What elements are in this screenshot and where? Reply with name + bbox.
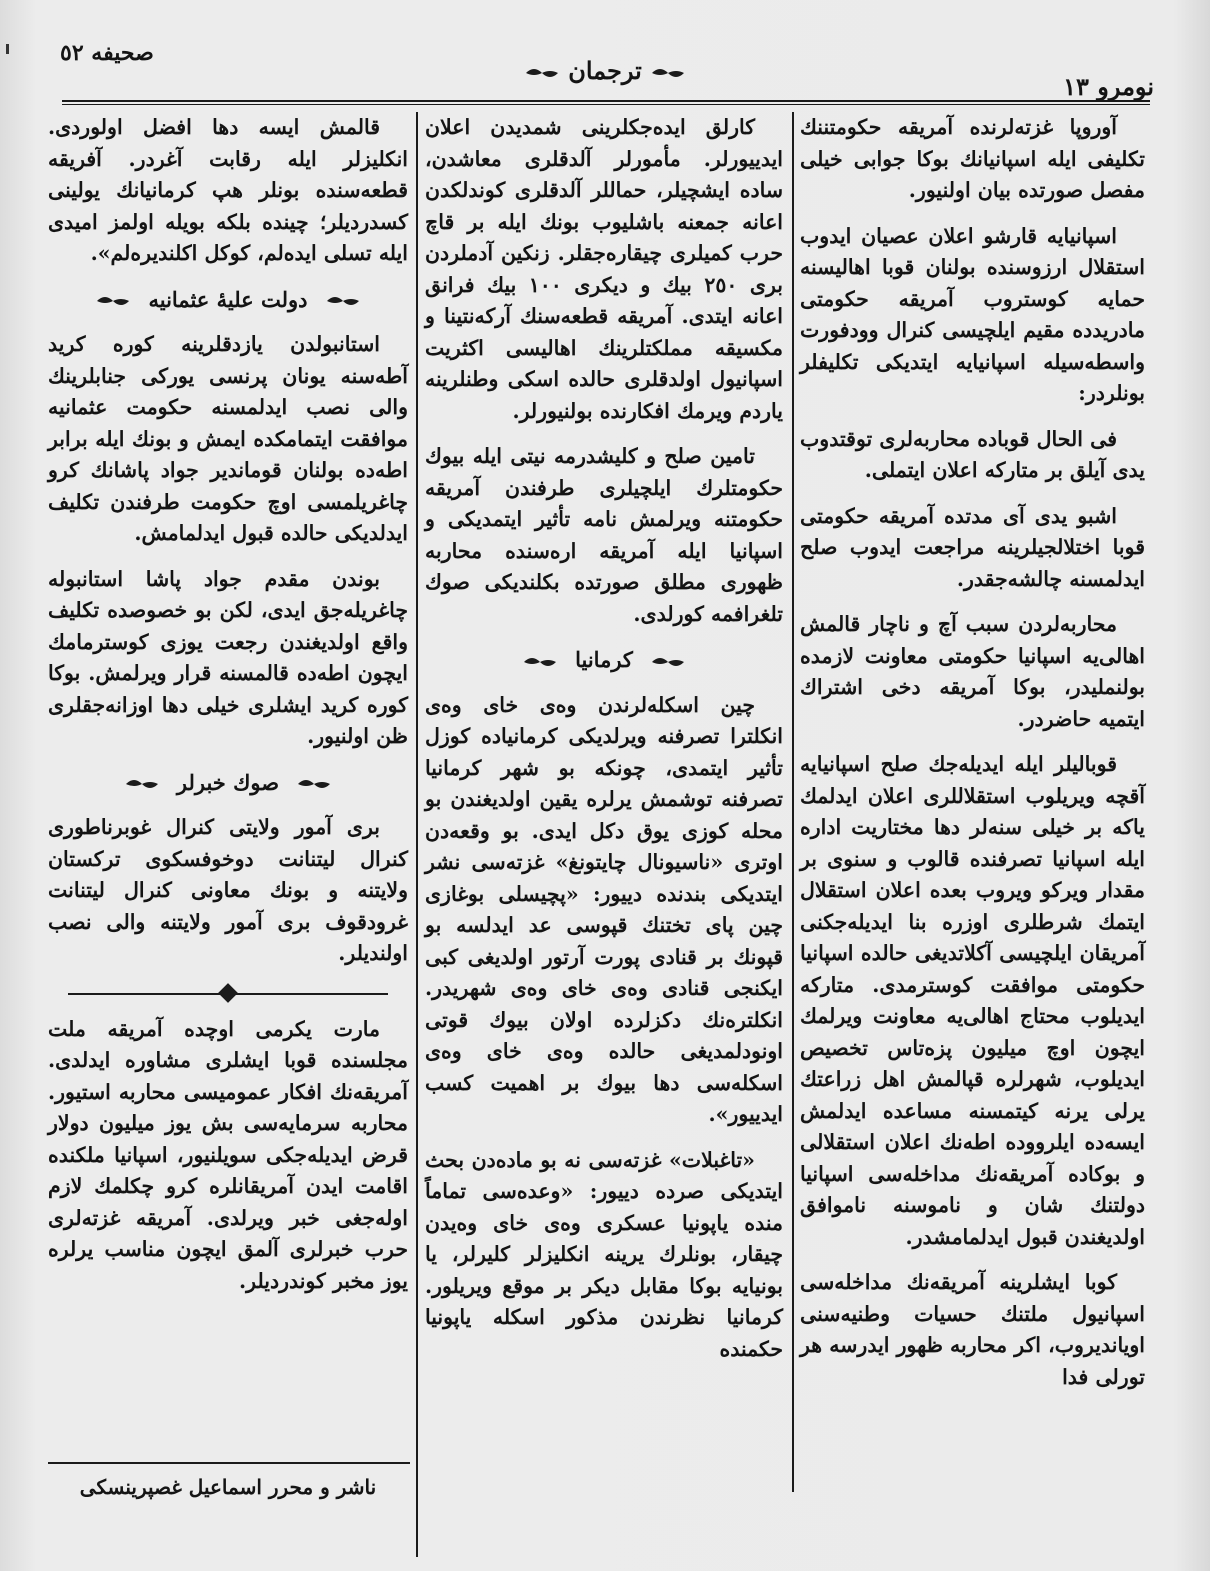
ornament-icon <box>124 775 160 793</box>
heading-text: دولت علیهٔ عثمانیه <box>148 286 308 312</box>
margin-mark <box>6 44 9 54</box>
left-ornament-icon <box>650 64 686 82</box>
heading-text: کرمانیا <box>575 647 633 672</box>
footer-rule <box>48 1462 410 1464</box>
paragraph: اسپانیایه قارشو اعلان عصیان ایدوب استقلال ارزوسنده بولنان قوبا اهالیسنه حمایه کوستروب آمریقه حکومتی مادریدده مقیم ایلچیسی کنرال وودفورت واسطه‌سیله اسپانیایه ایتدیکی تکلیفلر بونلردر: <box>800 223 1145 405</box>
page-number: صحیفه ٥٢ <box>60 40 154 66</box>
paragraph: «تاغبلات» غزته‌سی نه بو ماده‌دن بحث ایتدیکی صرده دییور: «وعده‌سی تماماً منده یاپونیا عسکری وه‌ی خای وه‌یدن چیقار، بونلرك یرینه انکلیزلر کلیرلر، یا بونیایه بوكا مقابل دیکر بر موقع ویریلور. کرمانیا نظرندن مذکور اسکله یاپونیا حکمنده <box>425 1147 783 1361</box>
section-heading-latest-news <box>48 767 408 799</box>
paragraph: اشبو یدی آی مدتده آمریقه حکومتی قوبا اختلالجیلرینه مراجعت ایدوب صلح ایدلمسنه چالشه‌جقدر. <box>800 503 1145 591</box>
newspaper-title: ترجمان <box>568 56 642 85</box>
masthead <box>50 34 1160 104</box>
paragraph: چین اسکله‌لرندن وه‌ی خای وه‌ی انکلترا تصرفنه ویرلدیکی کرمانیاده کوزل تأثیر ایتمدی، چونکه بو شهر کرمانیا تصرفنه توشمش یرلره یقین اولدیغندن بو محله کوزی یوق دکل ایدی. بو وقعه‌دن اوتری «ناسیونال چایتونغ» غزته‌سی نشر ایتدیکی بندنده دییور: «پچیسلی بوغازی چین پای تختنك قپوسی عد ایدلسه بو قپونك بر قنادی پورت آرتور اولدیغی کبی ایکنجی قنادی وه‌ی خای وه‌ی شهریدر. انکلتره‌نك دکزلرده اولان بیوك قوتی اونودلمدیغی حالده وه‌ی خای وه‌ی اسکله‌سی دها بیوك بر اهمیت کسب ایدییور». <box>425 692 783 1126</box>
column-divider-right <box>792 112 794 1492</box>
column-left <box>48 112 408 1311</box>
ornament-icon <box>95 292 131 310</box>
right-ornament-icon <box>524 64 560 82</box>
paragraph: محاربه‌لردن سبب آچ و ناچار قالمش اهالی‌یه اسپانیا حکومتی معاونت لازمده بولنملیدر، بوكا آمریقه دخی اشتراك ایتمیه حاضردر. <box>800 612 1145 731</box>
column-right <box>800 112 1145 1407</box>
paragraph: آوروپا غزته‌لرنده آمریقه حکومتننك تکلیفی ایله اسپانیانك بوكا جوابی خیلی مفصل صورتده بیان اولنیور. <box>800 115 1145 202</box>
newspaper-title-block <box>50 56 1160 85</box>
ornament-icon <box>650 653 686 671</box>
paragraph: کارلق ایده‌جکلرینی شمدیدن اعلان ایدییورلر. مأمورلر آلدقلری معاشدن، ساده ایشچیلر، حماللر آلدقلری کوندلکدن اعانه جمعنه باشلیوب بونك ایله بر قاچ حرب کمیلری چیقاره‌جقلر. زنکین آدملردن بری ٢٥٠ بیك و دیکری ١٠٠ بیك فرانق اعانه ایتدی. آمریقه قطعه‌سنك آرکه‌نتینا و مکسیقه مملکتلرینك اهالیسی اکثریت اسپانیول اولدقلری حالده اسکی وطنلرینه یاردم ویرمك افکارنده بولنیورلر. <box>425 115 783 423</box>
section-heading-ottoman <box>48 284 408 316</box>
publisher-line: ناشر و محرر اسماعیل غصپرینسکی <box>79 1475 377 1499</box>
issue-number: نومرو ١٣ <box>1063 72 1154 101</box>
paragraph: بوندن مقدم جواد پاشا استانبوله چاغریله‌جق ایدی، لکن بو خصوصده تکلیف واقع اولدیغندن رجعت یوزی کوسترمامك ایچون اطه‌ده قالمسنه قرار ویرلمش. بوكا کوره کرید ایشلری خیلی دها اوزانه‌جقلری ظن اولنیور. <box>48 566 408 748</box>
ornament-icon <box>325 292 361 310</box>
paragraph: کوبا ایشلرینه آمریقه‌نك مداخله‌سی اسپانیول ملتنك حسیات وطنیه‌سنی اویاندیروب، اکر محاربه ظهور ایدرسه هر تورلی فدا <box>800 1270 1145 1389</box>
paragraph: بری آمور ولایتی کنرال غوبرناطوری کنرال لیتنانت دوخوفسکوی ترکستان ولایتنه و بونك معاونی کنرال لیتنانت غرودقوف بری آمور ولایتنه والی نصب اولندیلر. <box>48 815 408 965</box>
masthead-rule-thin <box>62 104 1150 105</box>
section-heading-germany <box>425 644 783 676</box>
paragraph: فی الحال قوباده محاربه‌لری توقتدوب یدی آیلق بر متارکه اعلان ایتملی. <box>800 426 1145 482</box>
separator <box>48 984 408 1004</box>
paragraph: قالمش ایسه دها افضل اولوردی. انکلیزلر ایله رقابت آغردر. آفریقه قطعه‌سنده بونلر هپ کرمانیانك یولینی کسدردیلر؛ چینده بلکه بویله اولمز امیدی ایله تسلی ایده‌لم، کوکل اکلندیره‌لم». <box>48 115 408 265</box>
paragraph: تامین صلح و کلیشدرمه نیتی ایله بیوك حکومتلرك ایلچیلری طرفندن آمریقه حکومتنه ویرلمش نامه تأثیر ایتمدیکی و اسپانیا ایله آمریقه اره‌سنده محاربه ظهوری مطلق صورتده بکلندیکی صوك تلغرافمه کورلدی. <box>425 444 783 626</box>
paragraph: قوبالیلر ایله ایدیله‌جك صلح اسپانیایه آقچه ویریلوب استقلاللری اعلان ایدلمك یاکه بر خیلی سنه‌لر دها مختاریت اداره ایله اسپانیا تصرفنده قالوب و سنوی بر مقدار ویرکو ویروب بعده اعلان استقلال ایتمك شرطلری اوزره بنا ایدیله‌جکنی آمریقان ایلچیسی آکلاتدیغی حالده اسپانیا حکومتی موافقت کوسترمدی. متارکه ایدیلوب محتاج اهالی‌یه معاونت ویرلمك ایچون اوچ میلیون پزه‌تاس تخصیص ایدیلوب، شهرلره قپالمش اهل زراعتك یرلی یرنه کیتمسنه مساعده ایدلمش ایسه‌ده ایلرووده اطه‌نك اعلان استقلالی و بوكاده آمریقه‌نك مداخله‌سی اسپانیا دولتنك شان و ناموسنه ناموافق اولدیغندن قبول ایدلمامشدر. <box>800 752 1145 1249</box>
ornament-icon <box>522 653 558 671</box>
masthead-rule <box>62 100 1150 102</box>
ornament-icon <box>296 775 332 793</box>
diamond-icon <box>218 983 238 1003</box>
column-middle <box>425 112 783 1379</box>
heading-text: صوك خبرلر <box>176 769 280 795</box>
paragraph: مارت یکرمی اوچده آمریقه ملت مجلسنده قوبا ایشلری مشاوره ایدلدی. آمریقه‌نك افکار عمومیسی محاربه استیور. محاربه سرمایه‌سی بش یوز میلیون دولار قرض ایدیله‌جکی سویلنیور، اسپانیا ملکنده اقامت ایدن آمریقانلره کرو چکلمك لازم اوله‌جغی خبر ویرلدی. آمریقه غزته‌لری حرب خبرلری آلمق ایچون مناسب یرلره یوز مخبر کوندردیلر. <box>48 1016 408 1293</box>
paragraph: استانبولدن یازدقلرینه کوره کرید آطه‌سنه یونان پرنسی یورکی جنابلرینك والی نصب ایدلمسنه حکومت عثمانیه موافقت ایتمامکده ایمش و بونك ایله برابر اطه‌ده بولنان قوماندیر جواد پاشانك کرو چاغریلمسی اوچ حکومت طرفندن تکلیف ایدلدیکی حالده قبول ایدلمامش. <box>48 332 408 545</box>
column-divider-left <box>416 112 418 1557</box>
